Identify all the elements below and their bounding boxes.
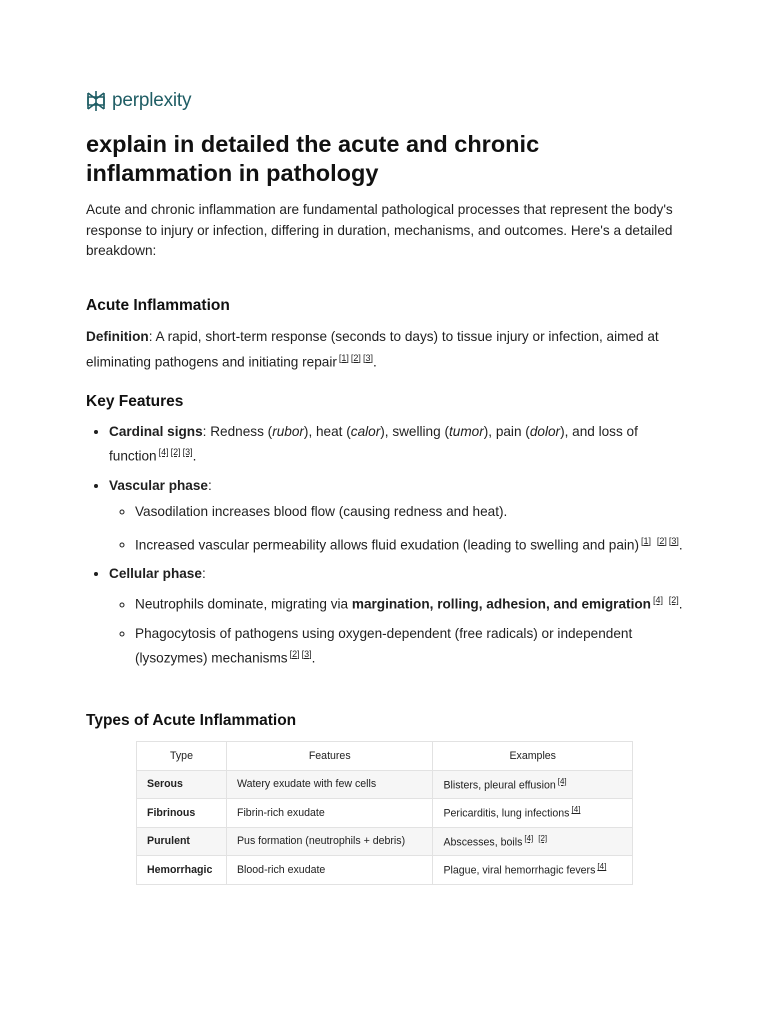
citation-link[interactable]: [3] xyxy=(301,648,312,659)
list-item-vascular-phase: • Vascular phase: ◦ Vasodilation increases blood flow (causing redness and heat). ◦ Increased vascular permeability allows fluid exudation (leading to swelling and pain) [1] [2] [3]. xyxy=(109,476,699,556)
table-row xyxy=(137,827,633,856)
citation-link[interactable]: [2] xyxy=(289,648,300,659)
cell-text: Abscesses, boils xyxy=(443,836,523,849)
list-item-cellular-phase: • Cellular phase: ◦ Neutrophils dominate, migrating via margination, rolling, adhesion, and emigration [4] [2]. ◦ Phagocytosis of pathogens using oxygen-dependent (free radicals) or independent (lysozymes) mechanisms [2] [3]. xyxy=(109,564,699,668)
citation-link[interactable]: [4] xyxy=(652,595,663,606)
brand-name: perplexity xyxy=(112,90,192,111)
cardinal-signs-label: Cardinal signs xyxy=(109,424,203,439)
citation-link[interactable]: [2] xyxy=(656,535,667,546)
cellular-phase-label: Cellular phase xyxy=(109,566,202,582)
text-span: Neutrophils dominate, migrating via xyxy=(135,596,352,612)
key-features-list xyxy=(91,422,699,677)
intro-paragraph: Acute and chronic inflammation are fundamental pathological processes that represent the body's response to injury or infection, differing in duration, mechanisms, and outcomes. Here's a detailed breakdown: xyxy=(86,202,673,258)
citation-link[interactable]: [2] xyxy=(170,447,181,457)
list-item: ◦ Neutrophils dominate, migrating via margination, rolling, adhesion, and emigration [4] [2]. xyxy=(135,590,699,615)
citation-link[interactable]: [2] xyxy=(538,833,548,843)
heading-acute-inflammation: Acute Inflammation xyxy=(86,297,230,314)
definition-paragraph: Definition: A rapid, short-term response (seconds to days) to tissue injury or infection, aimed at eliminating pathogens and initiating repair [1] [2] [3]. xyxy=(86,329,659,370)
citation-link[interactable]: [4] xyxy=(524,833,534,843)
column-header: Type xyxy=(137,742,227,771)
term-dolor: dolor xyxy=(529,424,561,439)
column-header: Examples xyxy=(433,742,633,771)
cell-text: Blisters, pleural effusion xyxy=(443,779,556,792)
table-cell: Purulent xyxy=(137,827,227,856)
citation-link[interactable]: [2] xyxy=(350,352,361,363)
citation-link[interactable]: [4] xyxy=(557,776,567,786)
table-cell xyxy=(433,770,633,799)
list-item: ◦ Vasodilation increases blood flow (causing redness and heat). xyxy=(135,502,699,522)
definition-label: Definition xyxy=(86,329,149,344)
citation-link[interactable]: [3] xyxy=(362,352,373,363)
brand-logo[interactable] xyxy=(86,90,191,112)
citation-link[interactable]: [4] xyxy=(158,447,169,457)
text-span: ), pain ( xyxy=(483,424,530,439)
term-calor: calor xyxy=(350,424,381,439)
term-rubor: rubor xyxy=(272,424,304,439)
list-item-cardinal-signs: • Cardinal signs: Redness (rubor), heat (calor), swelling (tumor), pain (dolor), and loss of function [4] [2] [3]. xyxy=(109,422,699,467)
table-row xyxy=(137,799,633,828)
cellular-sub-list xyxy=(109,590,699,668)
heading-key-features: Key Features xyxy=(86,393,184,410)
table-row xyxy=(137,770,633,799)
table-cell: Hemorrhagic xyxy=(137,856,227,885)
table-row xyxy=(137,856,633,885)
list-item: ◦ Increased vascular permeability allows fluid exudation (leading to swelling and pain) [1] [2] [3]. xyxy=(135,531,699,556)
text-span: ), swelling ( xyxy=(380,424,449,439)
citation-link[interactable]: [4] xyxy=(571,805,581,815)
types-table xyxy=(136,741,633,885)
citation-link[interactable]: [4] xyxy=(597,862,607,872)
vascular-sub-list xyxy=(109,502,699,556)
text-span: Increased vascular permeability allows fluid exudation (leading to swelling and pain) xyxy=(135,537,640,553)
citation-link[interactable]: [3] xyxy=(668,535,679,546)
cell-text: Plague, viral hemorrhagic fevers xyxy=(443,865,596,878)
term-tumor: tumor xyxy=(448,424,484,439)
table-cell xyxy=(433,799,633,828)
table-cell xyxy=(433,856,633,885)
citation-link[interactable]: [1] xyxy=(338,352,349,363)
cell-text: Pericarditis, lung infections xyxy=(443,808,570,821)
text-span: Phagocytosis of pathogens using oxygen-dependent (free radicals) or independent (lysozymes) mechanisms xyxy=(135,625,633,666)
table-cell: Watery exudate with few cells xyxy=(226,770,432,799)
vascular-phase-label: Vascular phase xyxy=(109,477,208,493)
column-header: Features xyxy=(226,742,432,771)
citation-link[interactable]: [2] xyxy=(668,595,679,606)
table-cell: Fibrinous xyxy=(137,799,227,828)
table-cell: Fibrin-rich exudate xyxy=(226,799,432,828)
text-span: ), and loss of function xyxy=(109,424,638,464)
table-cell: Pus formation (neutrophils + debris) xyxy=(226,827,432,856)
text-span: : Redness ( xyxy=(202,424,273,439)
table-cell: Serous xyxy=(137,770,227,799)
bold-text: margination, rolling, adhesion, and emigration xyxy=(351,596,651,612)
page-title: explain in detailed the acute and chronic inflammation in pathology xyxy=(86,131,540,186)
table-header-row xyxy=(137,742,633,771)
table-cell: Blood-rich exudate xyxy=(226,856,432,885)
citation-link[interactable]: [1] xyxy=(641,535,652,546)
definition-text: : A rapid, short-term response (seconds to days) to tissue injury or infection, aimed at eliminating pathogens and initiating repair xyxy=(86,329,659,370)
heading-types-acute-inflammation: Types of Acute Inflammation xyxy=(86,712,297,729)
perplexity-logo-icon xyxy=(86,90,106,112)
list-item: ◦ Phagocytosis of pathogens using oxygen-dependent (free radicals) or independent (lysozymes) mechanisms [2] [3]. xyxy=(135,624,699,669)
table-cell xyxy=(433,827,633,856)
text-span: ), heat ( xyxy=(303,424,351,439)
citation-link[interactable]: [3] xyxy=(182,447,193,457)
